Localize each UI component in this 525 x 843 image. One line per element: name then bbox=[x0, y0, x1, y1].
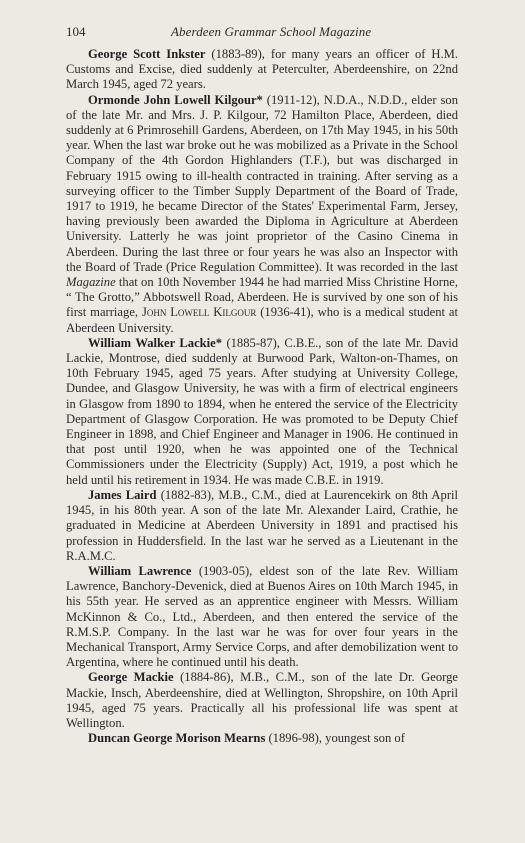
running-head bbox=[66, 24, 458, 42]
entry-name: William Walker Lackie* bbox=[88, 335, 223, 350]
entry-text: (1896-98), youngest son of bbox=[265, 731, 405, 746]
magazine-reference: Magazine bbox=[66, 275, 116, 290]
entry-name: Duncan George Morison Mearns bbox=[88, 731, 266, 746]
entry-text: (1884-86), M.B., C.M., son of the late Dr. George Mackie, Insch, Aberdeenshire, died at Wellington, Shropshire, on 10th April 1945, aged 75 years. Practically all his professional life was spent at Wellington. bbox=[66, 670, 458, 730]
entry-name: George Mackie bbox=[88, 670, 174, 685]
entry-text: (1882-83), M.B., C.M., died at Laurencekirk on 8th April 1945, in his 80th year. A son of the late Mr. Alexander Laird, Crathie, he graduated in Medicine at Aberdeen University in 1891 and practised his profession in Huddersfield. In the last war he served as a Lieutenant in the R.A.M.C. bbox=[66, 487, 459, 563]
entry-text-continued: that on 10th November 1944 he had married Miss Christine Horne, “ The Grotto,” Abbotswell Road, Aberdeen. He is survived by one son of his first marriage, bbox=[66, 275, 458, 320]
entry-name: Ormonde John Lowell Kilgour* bbox=[88, 92, 263, 107]
journal-title: Aberdeen Grammar School Magazine bbox=[171, 24, 372, 39]
entry-text: (1883-89), for many years an officer of H.M. Customs and Excise, died suddenly at Peterculter, Aberdeenshire, on 22nd March 1945, aged 72 years. bbox=[66, 47, 459, 92]
entry-name: George Scott Inkster bbox=[88, 47, 206, 61]
obituary-entry-lackie bbox=[66, 336, 458, 488]
obituary-entry-laird bbox=[66, 488, 458, 564]
entry-text: (1903-05), eldest son of the late Rev. William Lawrence, Banchory-Devenick, died at Buenos Aires on 10th March 1945, in his 55th year. He served as an apprentice engineer with Messrs. William McKinnon & Co., Ltd., Aberdeen, and then entered the service of the R.M.S.P. Company. In the last war he was for over four years in the Mechanical Transport, Army Service Corps, and after demobilization went to Argentina, where he continued until his death. bbox=[66, 563, 458, 670]
obituary-entry-kilgour bbox=[66, 93, 458, 336]
entry-name: William Lawrence bbox=[88, 563, 192, 578]
obituary-list bbox=[66, 47, 458, 746]
obituary-entry-lawrence bbox=[66, 564, 458, 670]
entry-name: James Laird bbox=[88, 487, 157, 502]
page-number: 104 bbox=[66, 24, 86, 39]
entry-text-end: (1936-41), who is a medical student at Aberdeen University. bbox=[66, 305, 458, 335]
entry-text: (1911-12), N.D.A., N.D.D., elder son of the late Mr. and Mrs. J. P. Kilgour, 72 Hamilton Place, Aberdeen, died suddenly at 6 Primrosehill Gardens, Aberdeen, on 17th May 1945, in his 50th year. When the last war broke out he was mobilized as a Private in the School Company of the 4th Gordon Highlanders (T.F.), but was discharged in February 1915 owing to ill-health contracted in training. After serving as a surveying officer to the Timber Supply Department of the Board of Trade, 1917 to 1919, he became Director of the States' Experimental Farm, Jersey, having previously been awarded the Diploma in Agriculture at Aberdeen University. Latterly he was joint proprietor of the Casino Cinema in Aberdeen. During the last three or four years he was also an Inspector with the Board of Trade (Price Regulation Committee). It was recorded in the last bbox=[66, 92, 458, 274]
obituary-entry-mackie bbox=[66, 670, 458, 731]
obituary-entry-mearns bbox=[66, 731, 458, 746]
son-name: John Lowell Kilgour bbox=[141, 305, 257, 320]
entry-text: (1885-87), C.B.E., son of the late Mr. David Lackie, Montrose, died suddenly at Burwood Park, Walton-on-Thames, on 10th February 1945, aged 75 years. After studying at University College, Dundee, and Glasgow University, he was with a firm of electrical engineers in Glasgow from 1890 to 1894, when he entered the service of the Electricity Department of Glasgow Corporation. He was promoted to be Deputy Chief Engineer in 1898, and Chief Engineer and Manager in 1906. He continued in that post until 1920, when he was appointed one of the Technical Commissioners under the Electricity (Supply) Act, 1919, a post which he held until his retirement in 1934. He was made C.B.E. in 1919. bbox=[66, 335, 458, 487]
obituary-entry-inkster bbox=[66, 47, 458, 93]
